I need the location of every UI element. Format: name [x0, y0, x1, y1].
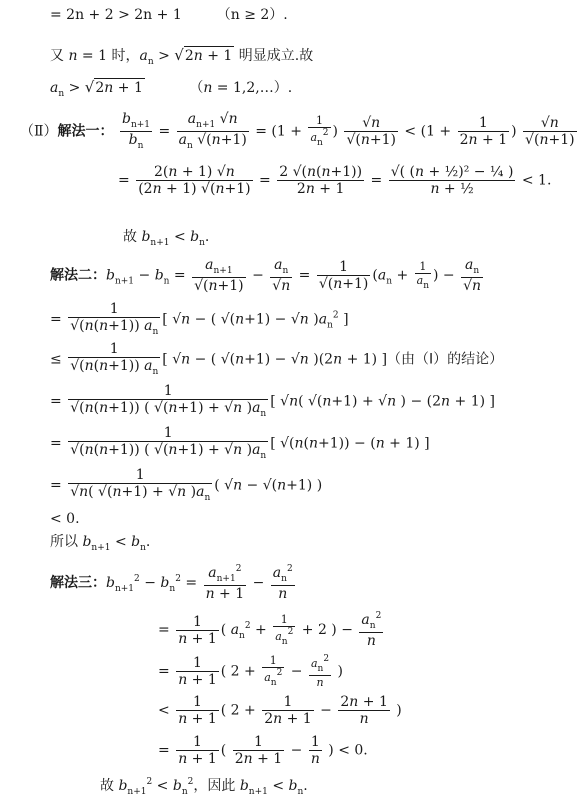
method3-line5: = $\frac{1}{n + 1}$ ( $\frac{1}{2n + 1}$ − $\frac{1}{n}$ ) < 0. [158, 734, 368, 767]
line-ineq-1: = 2n + 2 > 2n + 1 （n ≥ 2）. [50, 7, 288, 23]
line-n-equals-1: 又 n = 1 时，$a_n > √2n + 1$ 明显成立.故 [50, 46, 314, 67]
method2-line3: ≤ $\frac{1}{√(n(n+1)) a_n}$ [ √n − ( √(n+1) − √n )(2n + 1) ]（由（Ⅰ）的结论） [50, 341, 504, 377]
method3-line4: < $\frac{1}{n + 1}$ ( 2 + $\frac{1}{2n + 1}$ − $\frac{2n + 1}{n}$ ) [158, 694, 402, 727]
method3-line2: = $\frac{1}{n + 1}$ ( $a_n^2$ + $\frac{1}{a_n^2}$ + 2 ) − $\frac{a_n^2}{n}$ [158, 611, 382, 649]
method3-line1: 解法三：$b_{n+1}^2 - b_n^2$ = $\frac{a_{n+1}^2}{n + 1}$ − $\frac{a_n^2}{n}$ [50, 564, 293, 602]
method1-conclusion: 故 $b_{n+1} < b_n$. [123, 229, 210, 248]
method2-line6: = $\frac{1}{√n( √(n+1) + √n )a_n}$ ( √n − √(n+1) ) [50, 467, 323, 503]
method2-line5: = $\frac{1}{√(n(n+1)) ( √(n+1) + √n )a_n}$ [ √(n(n+1)) − (n + 1) ] [50, 425, 430, 461]
method1-line1: （Ⅱ）解法一： $\frac{b_{n+1}}{b_n}$ = $\frac{a_{n+1} √n}{a_n √(n+1)}$ = (1 + $\frac{1}{a_n^2}$ ) $\frac{√n}{√(n+1)}$ < (1 + $\frac{1}{2n + 1}$ ) $\frac{√n}{√(n+1)}$ [20, 111, 575, 151]
method3-line3: = $\frac{1}{n + 1}$ ( 2 + $\frac{1}{a_n^2}$ − $\frac{a_n^2}{n}$ ) [158, 654, 343, 689]
method2-line4: = $\frac{1}{√(n(n+1)) ( √(n+1) + √n )a_n}$ [ √n( √(n+1) + √n ) − (2n + 1) ] [50, 383, 495, 419]
line-an-bound: $a_n > √2n + 1$ （n = 1,2,…）. [50, 78, 293, 99]
method2-line2: = $\frac{1}{√(n(n+1)) a_n}$ [ √n − ( √(n+1) − √n )$a_n^2$ ] [50, 301, 349, 337]
method2-line1: 解法二：$b_{n+1} - b_n$ = $\frac{a_{n+1}}{√(n+1)}$ − $\frac{a_n}{√n}$ = $\frac{1}{√(n+1)}$ ($a_n$ + $\frac{1}{a_n}$ ) − $\frac{a_n}{√n}$ [50, 257, 482, 294]
method2-result: < 0. [50, 511, 80, 527]
method1-line2: = $\frac{2(n + 1) √n}{(2n + 1) √(n+1)}$ = $\frac{2 √(n(n+1))}{2n + 1}$ = $\frac{\text{√( (n + ½)² − ¼ )}}{\text{n + ½}}$ < 1. [118, 164, 552, 197]
method2-conclusion: 所以 $b_{n+1} < b_n$. [50, 534, 151, 553]
method3-conclusion: 故 $b_{n+1}^2 < b_n^2$，因此 $b_{n+1} < b_n$. [100, 777, 308, 797]
